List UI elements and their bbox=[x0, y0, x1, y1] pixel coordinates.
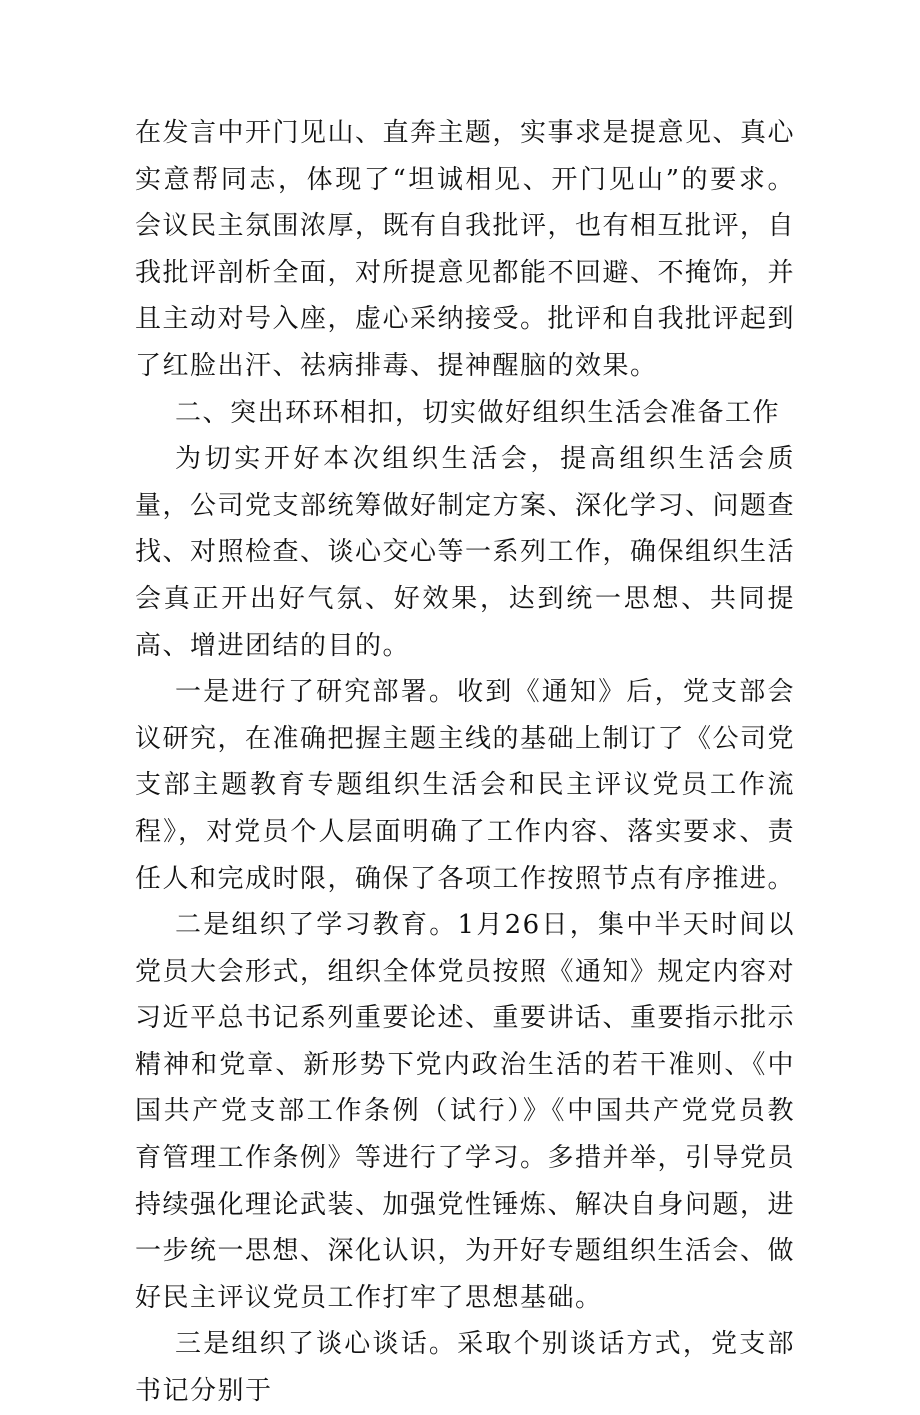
document-body bbox=[135, 110, 795, 1415]
paragraph-preparation-intro: 为切实开好本次组织生活会，提高组织生活会质量，公司党支部统筹做好制定方案、深化学习、问题查找、对照检查、谈心交心等一系列工作，确保组织生活会真正开出好气氛、好效果，达到统一思想、共同提高、增进团结的目的。 bbox=[135, 444, 796, 661]
section-heading-2: 二、突出环环相扣，切实做好组织生活会准备工作 bbox=[175, 397, 781, 428]
paragraph-continued: 在发言中开门见山、直奔主题，实事求是提意见、真心实意帮同志，体现了“坦诚相见、开门见山”的要求。会议民主氛围浓厚，既有自我批评，也有相互批评，自我批评剖析全面，对所提意见都能不回避、不掩饰，并且主动对号入座，虚心采纳接受。批评和自我批评起到了红脸出汗、祛病排毒、提神醒脑的效果。 bbox=[135, 118, 796, 381]
paragraph-study-education: 二是组织了学习教育。1月26日，集中半天时间以党员大会形式，组织全体党员按照《通知》规定内容对习近平总书记系列重要论述、重要讲话、重要指示批示精神和党章、新形势下党内政治生活的若干准则、《中国共产党支部工作条例（试行）》《中国共产党党员教育管理工作条例》等进行了学习。多措并举，引导党员持续强化理论武装、加强党性锤炼、解决自身问题，进一步统一思想、深化认识，为开好专题组织生活会、做好民主评议党员工作打牢了思想基础。 bbox=[135, 910, 796, 1313]
paragraph-heart-to-heart-talk: 三是组织了谈心谈话。采取个别谈话方式，党支部书记分别于 bbox=[135, 1329, 795, 1407]
paragraph-research-deployment: 一是进行了研究部署。收到《通知》后，党支部会议研究，在准确把握主题主线的基础上制订了《公司党支部主题教育专题组织生活会和民主评议党员工作流程》，对党员个人层面明确了工作内容、落实要求、责任人和完成时限，确保了各项工作按照节点有序推进。 bbox=[135, 677, 796, 894]
